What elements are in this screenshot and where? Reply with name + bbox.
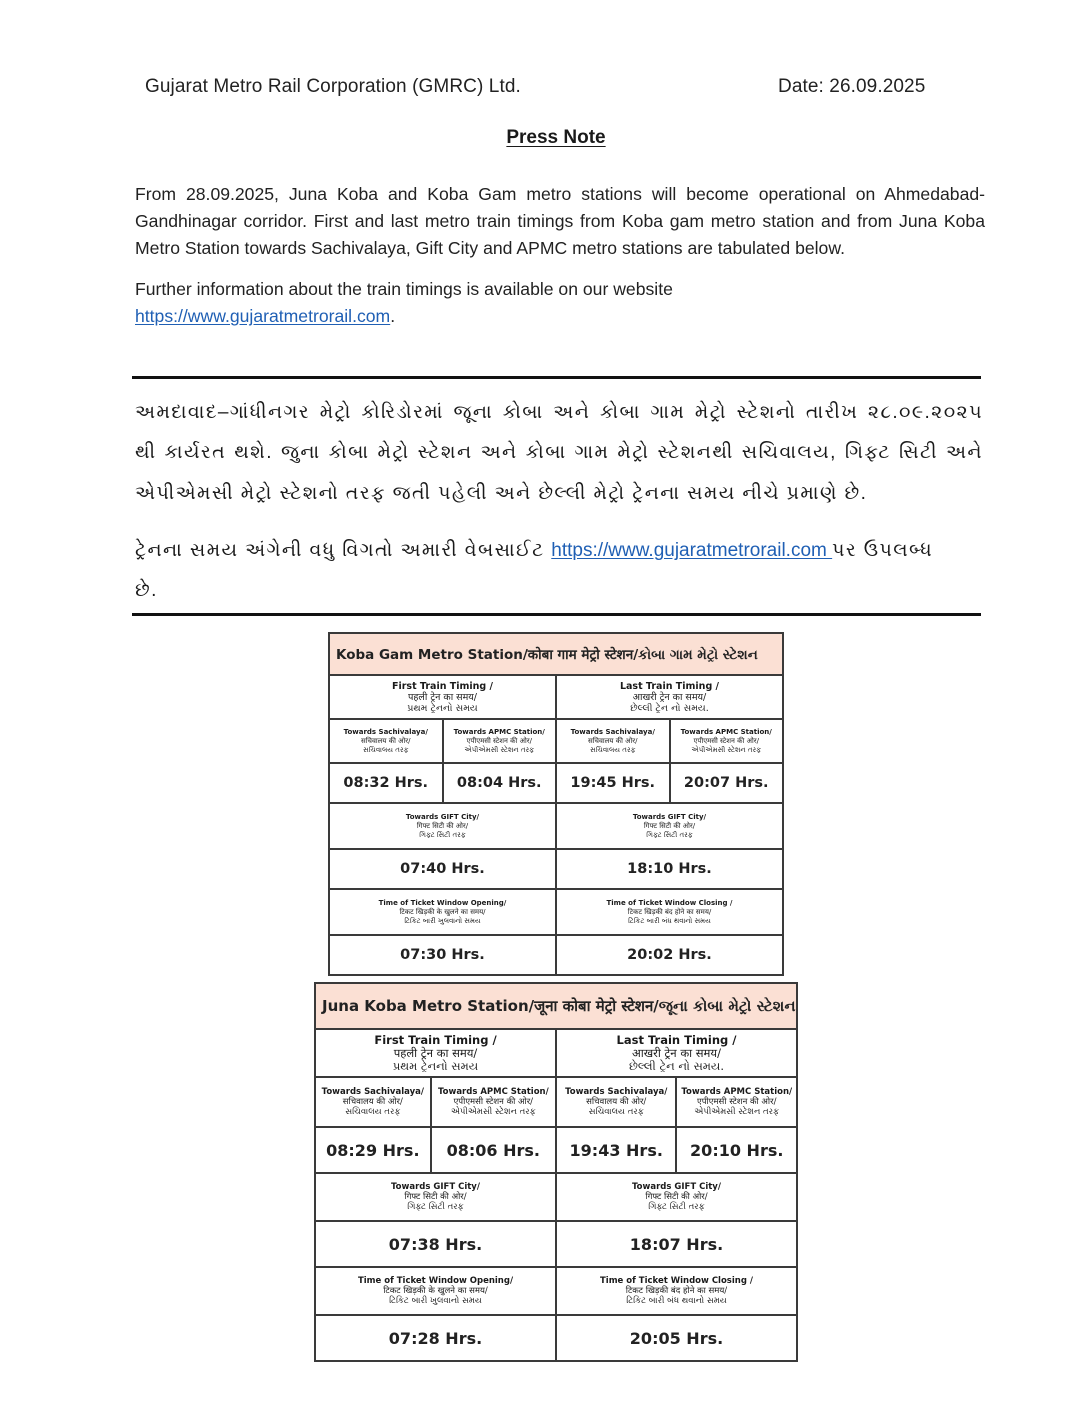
- label-gu: એપીએમસી સ્ટેશન તરફ: [691, 745, 762, 754]
- first-train-header: [315, 1029, 556, 1077]
- towards-sachivalaya-header: [329, 719, 443, 763]
- label-hi: टिकट खिड़की के खुलने का समय/: [399, 907, 486, 916]
- last-train-header: [556, 675, 783, 719]
- last-train-header: [556, 1029, 797, 1077]
- label-gu: એપીએમસી સ્ટેશન તરફ: [694, 1107, 780, 1117]
- label-en: Towards Sachivalaya/: [570, 727, 655, 736]
- gujarati-line-1: અમદાવાદ–ગાંધીનગર મેટ્રો કોરિડોરમાં જૂના કોબા અને કોબા ગામ મેટ્રો સ્ટેશનો તારીખ ૨૮.૦૯.૨૦૨૫: [135, 402, 983, 423]
- label-en: Towards GIFT City/: [632, 812, 707, 821]
- last-train-label-gu: છેલ્લી ટ્રેન નો સમય.: [630, 702, 709, 714]
- english-paragraph-2: [135, 276, 985, 330]
- towards-apmc-header: [670, 719, 784, 763]
- gujarati-available-text: પર ઉપલબ્ધ: [832, 540, 934, 561]
- divider-top: [132, 376, 981, 379]
- first-train-label-gu: પ્રથમ ટ્રેનનો સમય: [392, 1058, 479, 1073]
- label-en: Towards APMC Station/: [453, 727, 545, 736]
- first-train-label-hi: पहली ट्रेन का समय/: [393, 1045, 478, 1060]
- last-sachivalaya-time: 19:43 Hrs.: [556, 1127, 677, 1173]
- label-hi: टिकट खिड़की बंद होने का समय/: [627, 907, 712, 916]
- gujarati-line-2: થી કાર્યરત થશે. જુના કોબા મેટ્રો સ્ટેશન અને કોબા ગામ મેટ્રો સ્ટેશનથી સચિવાલય, ગિફ્ટ સિટી અને: [135, 442, 983, 463]
- station-name: Koba Gam Metro Station/कोबा गाम मेट्रो स्टेशन/કોબા ગામ મેટ્રો સ્ટેશન: [329, 633, 783, 675]
- label-en: Time of Ticket Window Opening/: [378, 898, 507, 907]
- label-hi: गिफ्ट सिटी की ओर/: [404, 1192, 467, 1202]
- label-hi: सचिवालय की ओर/: [360, 736, 411, 745]
- juna-koba-timing-table: [314, 982, 798, 1362]
- last-apmc-time: 20:10 Hrs.: [676, 1127, 797, 1173]
- label-en: Time of Ticket Window Opening/: [357, 1276, 514, 1286]
- label-gu: સચિવાલય તરફ: [363, 745, 409, 754]
- label-en: Towards Sachivalaya/: [343, 727, 428, 736]
- label-gu: સચિવાલય તરફ: [588, 1107, 644, 1117]
- first-train-label-gu: પ્રથમ ટ્રેનનો સમય: [407, 702, 478, 714]
- last-sachivalaya-time: 19:45 Hrs.: [556, 763, 670, 803]
- label-hi: एपीएमसी स्टेशन की ओर/: [697, 1097, 777, 1107]
- first-train-label-hi: पहली ट्रेन का समय/: [407, 691, 478, 703]
- last-gift-time: 18:10 Hrs.: [556, 849, 783, 889]
- label-gu: ટિકિટ બારી બંધ થવાનો સમય: [626, 1296, 727, 1306]
- towards-sachivalaya-header: [556, 1077, 677, 1127]
- last-gift-time: 18:07 Hrs.: [556, 1221, 797, 1267]
- first-train-label-en: First Train Timing /: [374, 1032, 497, 1047]
- ticket-closing-header: [556, 889, 783, 935]
- first-apmc-time: 08:04 Hrs.: [443, 763, 557, 803]
- gujarati-paragraph-2: [135, 531, 983, 571]
- station-name: Juna Koba Metro Station/जूना कोबा मेट्रो स्टेशन/જૂના કોબા મેટ્રો સ્ટેશન: [315, 983, 797, 1029]
- label-en: Towards APMC Station/: [680, 727, 772, 736]
- label-gu: ગિફ્ટ સિટી તરફ: [648, 1202, 705, 1212]
- first-gift-time: 07:40 Hrs.: [329, 849, 556, 889]
- label-en: Towards GIFT City/: [405, 812, 480, 821]
- divider-bottom: [132, 613, 981, 616]
- ticket-open-time: 07:28 Hrs.: [315, 1315, 556, 1361]
- koba-gam-timing-table: [328, 632, 784, 976]
- ticket-close-time: 20:02 Hrs.: [556, 935, 783, 975]
- first-apmc-time: 08:06 Hrs.: [431, 1127, 556, 1173]
- label-gu: ટિકિટ બારી બંધ થવાનો સમય: [628, 916, 711, 925]
- label-hi: एपीएमसी स्टेशन की ओर/: [466, 736, 532, 745]
- label-en: Towards GIFT City/: [632, 1182, 721, 1192]
- label-en: Towards APMC Station/: [681, 1087, 793, 1097]
- label-hi: टिकट खिड़की बंद होने का समय/: [625, 1286, 728, 1296]
- towards-apmc-header: [443, 719, 557, 763]
- towards-gift-header: [329, 803, 556, 849]
- ticket-open-time: 07:30 Hrs.: [329, 935, 556, 975]
- website-link[interactable]: https://www.gujaratmetrorail.com: [135, 306, 391, 326]
- towards-apmc-header: [676, 1077, 797, 1127]
- gujarati-website-link[interactable]: https://www.gujaratmetrorail.com: [551, 540, 833, 561]
- label-hi: सचिवालय की ओर/: [587, 736, 638, 745]
- label-hi: गिफ्ट सिटी की ओर/: [645, 1192, 708, 1202]
- ticket-closing-header: [556, 1267, 797, 1315]
- last-train-label-hi: आखरी ट्रेन का समय/: [632, 691, 707, 703]
- ticket-opening-header: [315, 1267, 556, 1315]
- towards-sachivalaya-header: [556, 719, 670, 763]
- last-train-label-hi: आखरी ट्रेन का समय/: [631, 1045, 721, 1060]
- towards-gift-header: [556, 1173, 797, 1221]
- label-en: Towards Sachivalaya/: [321, 1087, 424, 1097]
- label-en: Towards GIFT City/: [391, 1182, 480, 1192]
- label-gu: એપીએમસી સ્ટેશન તરફ: [450, 1107, 536, 1117]
- last-train-label-en: Last Train Timing /: [616, 1032, 737, 1047]
- label-gu: ગિફ્ટ સિટી તરફ: [646, 830, 693, 839]
- ticket-opening-header: [329, 889, 556, 935]
- label-en: Time of Ticket Window Closing /: [599, 1276, 753, 1286]
- label-gu: ગિફ્ટ સિટી તરફ: [407, 1202, 464, 1212]
- label-hi: एपीएमसी स्टेशन की ओर/: [693, 736, 759, 745]
- period: .: [390, 306, 396, 326]
- last-train-label-gu: છેલ્લી ટ્રેન નો સમય.: [628, 1058, 724, 1073]
- first-sachivalaya-time: 08:29 Hrs.: [315, 1127, 431, 1173]
- gujarati-paragraph-2-end: છે.: [135, 580, 158, 601]
- label-en: Towards APMC Station/: [437, 1087, 549, 1097]
- english-paragraph-1: From 28.09.2025, Juna Koba and Koba Gam metro stations will become operational on Ahmedabad-Gandhinagar corridor. First and last metro train timings from Koba gam metro station and from Juna Koba Metro Station towards Sachivalaya, Gift City and APMC metro stations are tabulated below.: [135, 184, 985, 258]
- label-gu: ટિકિટ બારી ખુલવાનો સમય: [389, 1296, 482, 1306]
- first-sachivalaya-time: 08:32 Hrs.: [329, 763, 443, 803]
- label-gu: ટિકિટ બારી ખુલવાનો સમય: [404, 916, 481, 925]
- organization-name: Gujarat Metro Rail Corporation (GMRC) Ltd.: [145, 76, 521, 97]
- last-train-label-en: Last Train Timing /: [619, 680, 720, 692]
- gujarati-line-3: એપીએમસી મેટ્રો સ્ટેશનો તરફ જતી પહેલી અને છેલ્લી મેટ્રો ટ્રેનના સમય નીચે પ્રમાણે છે.: [135, 483, 868, 504]
- towards-sachivalaya-header: [315, 1077, 431, 1127]
- label-hi: गिफ्ट सिटी की ओर/: [643, 821, 696, 830]
- label-hi: सचिवालय की ओर/: [342, 1097, 403, 1107]
- label-gu: સચિવાલય તરફ: [345, 1107, 401, 1117]
- towards-apmc-header: [431, 1077, 556, 1127]
- label-hi: गिफ्ट सिटी की ओर/: [416, 821, 469, 830]
- press-note-date: Date: 26.09.2025: [778, 76, 926, 97]
- label-en: Time of Ticket Window Closing /: [606, 898, 733, 907]
- page-title: Press Note: [506, 127, 606, 148]
- ticket-close-time: 20:05 Hrs.: [556, 1315, 797, 1361]
- towards-gift-header: [556, 803, 783, 849]
- label-en: Towards Sachivalaya/: [565, 1087, 668, 1097]
- label-hi: एपीएमसी स्टेशन की ओर/: [453, 1097, 534, 1107]
- label-gu: એપીએમસી સ્ટેશન તરફ: [464, 745, 535, 754]
- label-hi: टिकट खिड़की के खुलने का समय/: [383, 1286, 488, 1296]
- label-gu: ગિફ્ટ સિટી તરફ: [419, 830, 466, 839]
- first-train-header: [329, 675, 556, 719]
- first-gift-time: 07:38 Hrs.: [315, 1221, 556, 1267]
- label-hi: सचिवालय की ओर/: [586, 1097, 647, 1107]
- english-paragraph-2-text: Further information about the train timings is available on our website: [135, 279, 673, 299]
- first-train-label-en: First Train Timing /: [391, 680, 494, 692]
- last-apmc-time: 20:07 Hrs.: [670, 763, 784, 803]
- towards-gift-header: [315, 1173, 556, 1221]
- gujarati-website-text: ટ્રેનના સમય અંગેની વધુ વિગતો અમારી વેબસાઈટ: [135, 540, 552, 561]
- label-gu: સચિવાલય તરફ: [590, 745, 636, 754]
